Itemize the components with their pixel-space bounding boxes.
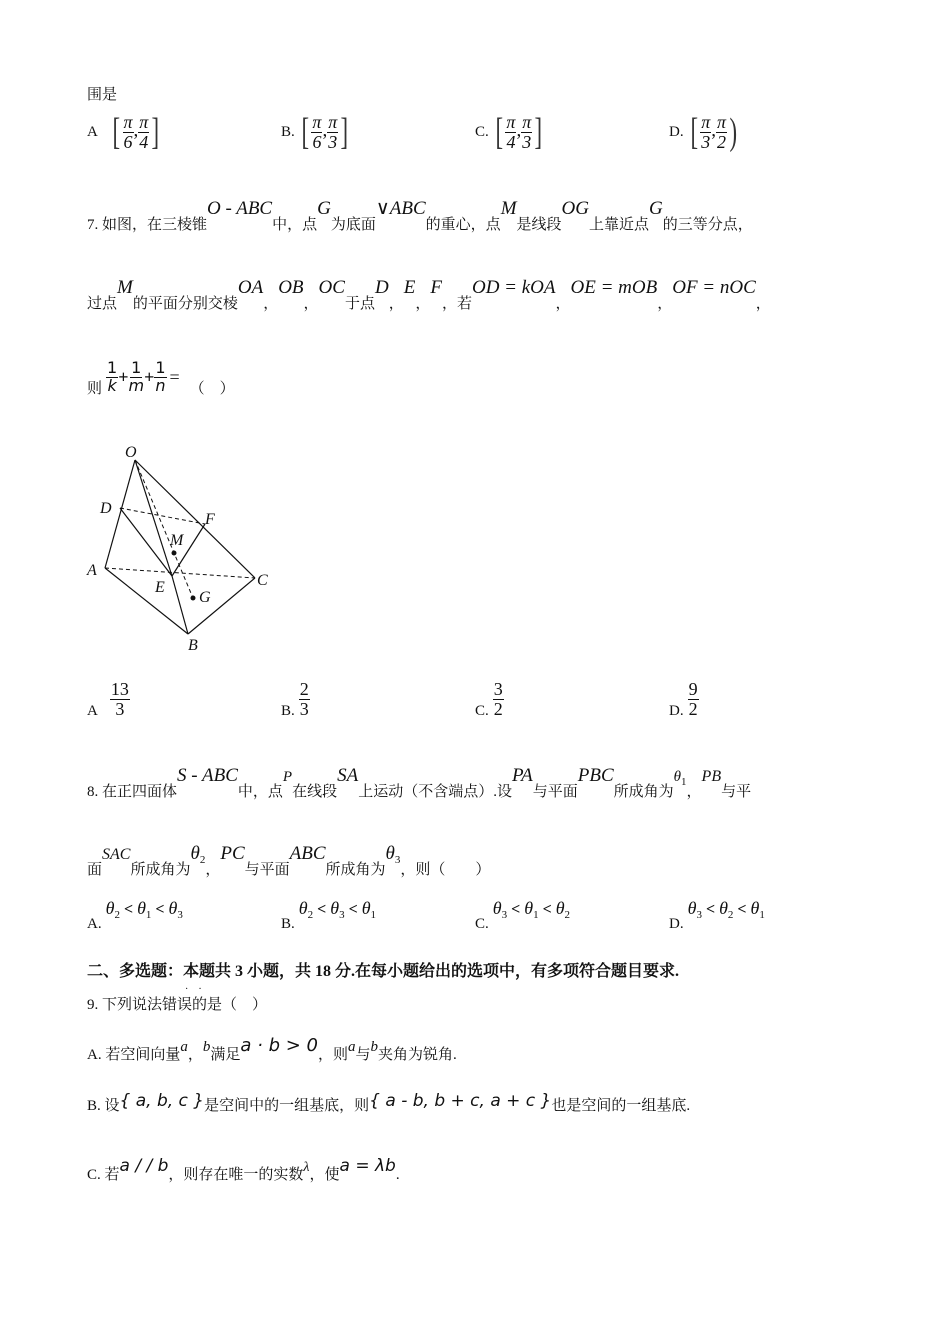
q7-line3: 则 $\frac{1}{k}$ + $\frac{1}{m}$ + $\frac{1}{n}$ = （ ） [87, 358, 235, 397]
q6-option-a: A [ $\frac{\pi}{6}$ , $\frac{\pi}{4}$ ] [87, 111, 160, 154]
q6-tail-text: 围是 [87, 87, 118, 103]
q6-option-c: C. [ $\frac{\pi}{4}$ , $\frac{\pi}{3}$ ] [475, 111, 543, 154]
label-a: A [87, 562, 97, 579]
section-heading-multiple-choice: 二、多选题：本题共 3 小题，共 18 分.在每小题给出的选项中，有多项符合题目要求. [87, 963, 680, 980]
label-d: D [100, 500, 112, 517]
label-m: M [170, 532, 184, 549]
q6-option-b: B. [ $\frac{\pi}{6}$ , $\frac{\pi}{3}$ ] [281, 111, 349, 154]
label-c: C [257, 572, 268, 589]
label-b: B [188, 637, 198, 654]
q7-option-c: C. $\frac{3}{2}$ [475, 679, 503, 720]
q7-option-d: D. $\frac{9}{2}$ [669, 679, 698, 720]
label-f: F [205, 511, 215, 528]
point-m [172, 551, 177, 556]
q8-option-a: A. $\theta_2 < \theta_1 < \theta_3$ [87, 898, 183, 932]
q8-option-c: C. $\theta_3 < \theta_1 < \theta_2$ [475, 898, 571, 932]
emphasis-dots: ·· [185, 984, 212, 995]
q9-option-a: A. 若空间向量a，b满足a · b > 0，则a与b夹角为锐角. [87, 1035, 457, 1063]
q7-option-a: A $\frac{13}{3}$ [87, 679, 129, 720]
q7-line2: 过点M的平面分别交棱OA，OB，OC于点D，E，F，若OD = kOA，OE = mOB，OF = nOC， [87, 277, 771, 312]
q8-option-b: B. $\theta_2 < \theta_3 < \theta_1$ [281, 898, 377, 932]
q8-line2: 面SAC所成角为$\theta_2$，PC与平面ABC所成角为$\theta_3$，则（ ） [87, 843, 491, 878]
point-g [191, 596, 196, 601]
q9-option-c: C. 若a / / b，则存在唯一的实数λ，使a = λb. [87, 1156, 400, 1183]
q8-line1: 8. 在正四面体S - ABC中，点P在线段SA上运动（不含端点）.设PA与平面PBC所成角为$\theta_1$，PB与平 [87, 765, 752, 800]
q6-option-d: D. [ $\frac{\pi}{3}$ , $\frac{\pi}{2}$ ) [669, 111, 738, 154]
q7-option-b: B. $\frac{2}{3}$ [281, 679, 309, 720]
q8-option-d: D. $\theta_3 < \theta_2 < \theta_1$ [669, 898, 765, 932]
label-g: G [199, 589, 211, 606]
label-o: O [125, 444, 137, 461]
q7-line1: 7. 如图，在三棱锥O - ABC中，点G为底面∨ABC的重心，点M是线段OG上靠近点G的三等分点， [87, 198, 753, 233]
label-e: E [155, 579, 165, 596]
q9-stem: 9. 下列说法错误的是（ ） [87, 997, 268, 1013]
tetrahedron-figure [85, 440, 285, 660]
q9-option-b: B. 设{ a, b, c }是空间中的一组基底，则{ a - b, b + c, a + c }也是空间的一组基底. [87, 1091, 691, 1114]
